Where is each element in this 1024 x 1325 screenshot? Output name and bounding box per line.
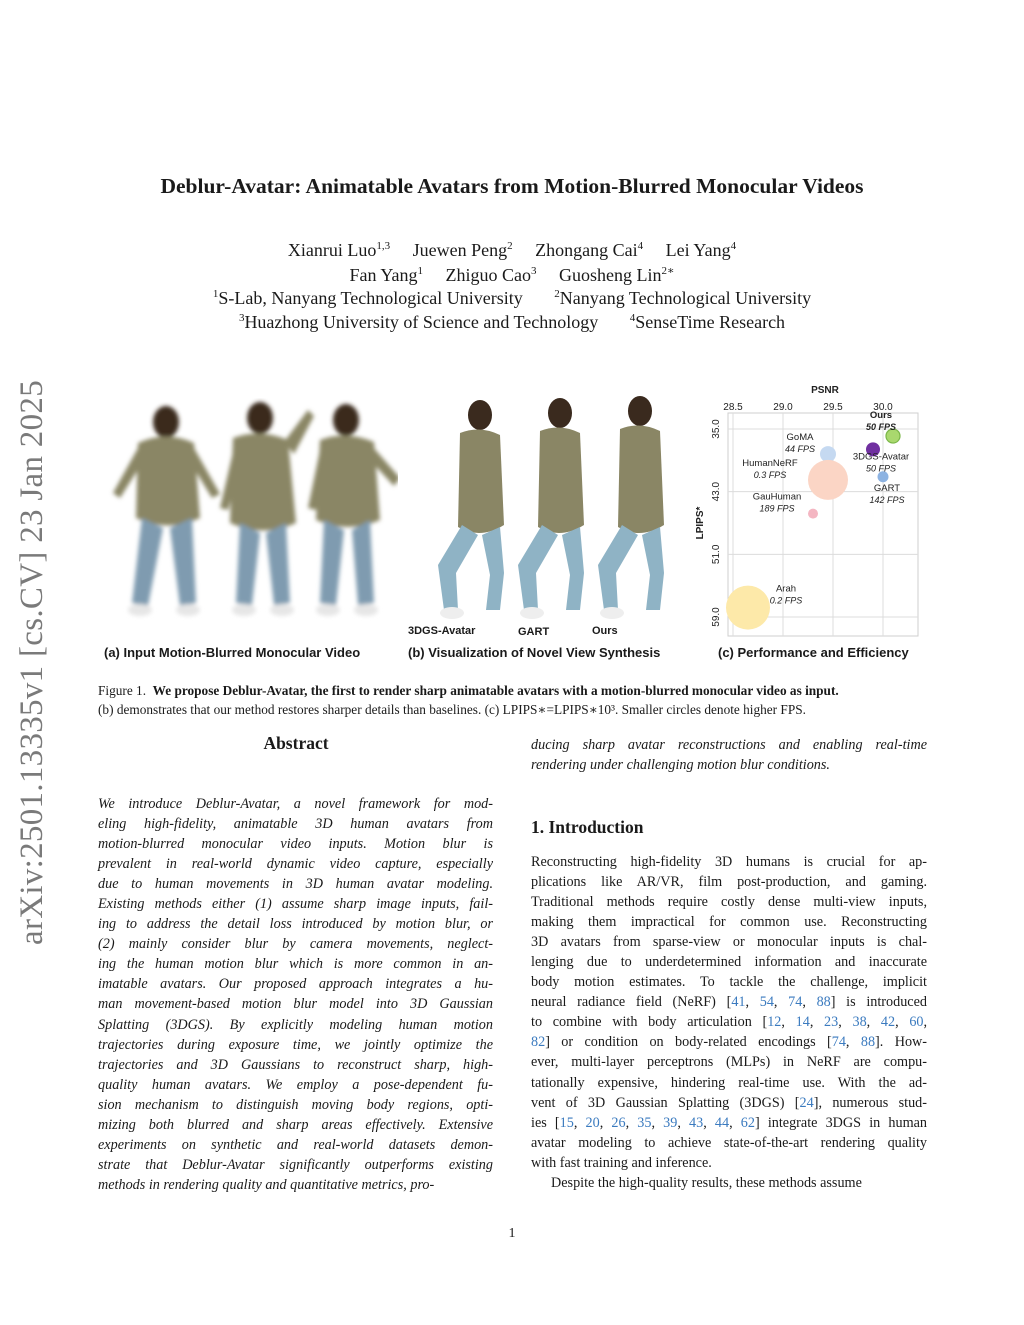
- chart-point-fps: 50 FPS: [865, 422, 897, 433]
- page-number: 1: [508, 1226, 516, 1241]
- text-line: 3D avatars from sparse-view or monocular inputs is chal-: [531, 934, 927, 951]
- text-line: lenging due to underdetermined information and inaccurate: [531, 954, 927, 971]
- text-line: methods in rendering quality and quantitative metrics, pro-: [98, 1176, 435, 1193]
- text-line: eling high-fidelity, animatable 3D human avatars from: [98, 816, 493, 833]
- caption-bold: We propose Deblur-Avatar, the first to render sharp animatable avatars with a motion-blurred monocular video as input.: [152, 683, 839, 698]
- text-line: imatable avatars. Our proposed approach integrates a hu-: [98, 976, 493, 993]
- method-label-ours: Ours: [592, 625, 618, 637]
- panel-a-label: (a) Input Motion-Blurred Monocular Video: [104, 645, 361, 660]
- text-line: making them impractical for common use. Reconstructing: [531, 914, 927, 931]
- panel-b-label: (b) Visualization of Novel View Synthesis: [408, 645, 661, 660]
- text-line: strate that Deblur-Avatar significantly outperforms existing: [98, 1156, 493, 1173]
- chart-point-fps: 189 FPS: [759, 503, 795, 514]
- abstract-continuation: [531, 735, 927, 775]
- text-line: Splatting (3DGS). By explicitly modeling human motion: [98, 1016, 493, 1033]
- text-line: quality human avatars. We employ a pose-dependent fu-: [98, 1076, 493, 1093]
- author: Zhongang Cai$^4$: [535, 240, 644, 260]
- chart-y-tick-label: 35.0: [711, 419, 722, 439]
- text-line: neural radiance field (NeRF) [41, 54, 74, 88] is introduced: [531, 994, 927, 1011]
- text-line: mizing both blurred and sharp areas effectively. Extensive: [98, 1116, 493, 1133]
- affiliations-line-2: [0, 312, 1024, 333]
- chart-point-fps: 0.2 FPS: [769, 595, 803, 606]
- text-line: man movement-based motion blur model into 3D Gaussian: [98, 996, 493, 1013]
- method-label-3dgs-avatar: 3DGS-Avatar: [408, 625, 476, 637]
- introduction-body: [531, 852, 927, 1173]
- text-line: avatar modeling to achieve state-of-the-art rendering quality: [531, 1134, 927, 1151]
- text-line: ever, multi-layer perceptrons (MLPs) in NeRF are compu-: [531, 1054, 927, 1071]
- chart-y-ticks: [711, 419, 722, 627]
- introduction-heading: 1. Introduction: [531, 817, 644, 837]
- text-line: with fast training and inference.: [531, 1154, 712, 1171]
- chart-x-ticks: [723, 402, 893, 413]
- text-line: We introduce Deblur-Avatar, a novel framework for mod-: [98, 796, 493, 812]
- chart-point-name: 3DGS-Avatar: [852, 451, 910, 463]
- chart-point-fps: 142 FPS: [869, 494, 905, 505]
- text-line: Reconstructing high-fidelity 3D humans is crucial for ap-: [531, 854, 927, 870]
- authors-line-1: [0, 240, 1024, 261]
- author: Zhiguo Cao$^3$: [445, 265, 537, 285]
- text-line: vent of 3D Gaussian Splatting (3DGS) [24], numerous stud-: [531, 1094, 927, 1111]
- chart-point-fps: 50 FPS: [865, 463, 897, 474]
- abstract-heading: Abstract: [263, 733, 329, 753]
- author: Lei Yang$^4$: [665, 240, 737, 260]
- chart-point-fps: 0.3 FPS: [753, 469, 787, 480]
- arxiv-stamp: arXiv:2501.13335v1 [cs.CV] 23 Jan 2025: [14, 379, 50, 945]
- chart-point-fps: 44 FPS: [784, 444, 816, 455]
- chart-x-tick-label: 29.5: [823, 402, 843, 413]
- figure-panel-b-image: [408, 395, 693, 625]
- chart-point-name: Ours: [869, 410, 893, 422]
- chart-y-label: LPIPS*: [695, 506, 706, 540]
- author: Xianrui Luo$^{1,3}$: [287, 240, 391, 260]
- chart-x-tick-label: 29.0: [773, 402, 793, 413]
- figure-caption: [98, 681, 930, 719]
- chart-y-tick-label: 59.0: [711, 607, 722, 627]
- chart-point-gauhuman: [808, 509, 818, 519]
- chart-point-humannerf: [808, 460, 848, 500]
- chart-point-name: GauHuman: [752, 491, 802, 503]
- abstract-body: [98, 794, 493, 1195]
- chart-x-label: PSNR: [811, 385, 839, 396]
- performance-chart: [690, 380, 930, 642]
- chart-point-goma: [820, 446, 836, 462]
- affiliation: $^4$SenseTime Research: [629, 312, 786, 332]
- text-line: prevalent in real-world dynamic video capture, especially: [98, 856, 493, 873]
- text-line: (2) mainly consider blur by camera movements, neglect-: [98, 936, 493, 953]
- text-line: plications like AR/VR, film post-production, and gaming.: [531, 874, 927, 891]
- chart-x-tick-label: 30.0: [873, 402, 893, 413]
- affiliation: $^2$Nanyang Technological University: [554, 288, 812, 308]
- chart-point-name: Arah: [775, 583, 797, 595]
- chart-x-tick-label: 28.5: [723, 402, 743, 413]
- text-line: Existing methods either (1) assume sharp image inputs, fail-: [98, 896, 493, 913]
- text-line: tationally expensive, hindering real-time use. With the ad-: [531, 1074, 927, 1091]
- method-label-gart: GART: [518, 626, 550, 638]
- figure-panel-a-image: [108, 398, 398, 643]
- chart-y-tick-label: 51.0: [711, 544, 722, 565]
- text-line: motion-blurred monocular video inputs. Motion blur is: [98, 836, 493, 853]
- text-line: ies [15, 20, 26, 35, 39, 43, 44, 62] integrate 3DGS in human: [531, 1114, 927, 1131]
- chart-point-arah: [726, 586, 770, 630]
- affiliations-line-1: [0, 288, 1024, 309]
- text-line: to combine with body articulation [12, 14, 23, 38, 42, 60,: [531, 1014, 928, 1031]
- chart-y-tick-label: 43.0: [711, 481, 722, 502]
- text-line: rendering under challenging motion blur conditions.: [531, 757, 830, 774]
- authors-line-2: [0, 264, 1024, 286]
- author: Juewen Peng$^2$: [412, 240, 513, 260]
- chart-point-name: GART: [873, 482, 901, 494]
- affiliation: $^3$Huazhong University of Science and Technology: [238, 312, 599, 332]
- text-line: due to human movements in 3D human avatar modeling.: [98, 876, 493, 893]
- paper-title: Deblur-Avatar: Animatable Avatars from Motion-Blurred Monocular Videos: [160, 174, 864, 198]
- text-line: Traditional methods require costly dense multi-view inputs,: [531, 894, 927, 911]
- text-line: experiments on synthetic and real-world datasets demon-: [98, 1136, 493, 1153]
- text-line: trajectories during exposure time, we jointly optimize the: [98, 1036, 493, 1053]
- chart-point-name: HumanNeRF: [742, 457, 798, 469]
- author: Guosheng Lin$^{2∗}$: [559, 265, 675, 285]
- text-line: sion mechanism to distinguish moving body regions, opti-: [98, 1096, 493, 1113]
- panel-c-label: (c) Performance and Efficiency: [718, 645, 909, 660]
- text-line: ing to address the detail loss introduced by motion blur, or: [98, 916, 493, 933]
- affiliation: $^1$S-Lab, Nanyang Technological University: [212, 288, 523, 308]
- text-line: trajectories and 3D Gaussians to reconstruct sharp, high-: [98, 1056, 493, 1073]
- caption-line-2: (b) demonstrates that our method restores sharper details than baselines. (c) LPIPS∗=LPIPS∗10³. Smaller circles denote higher FPS.: [98, 702, 806, 717]
- caption-prefix: Figure 1.: [98, 683, 147, 698]
- introduction-paragraph-2: Despite the high-quality results, these methods assume: [551, 1175, 862, 1191]
- text-line: 82] or condition on body-related encodings [74, 88]. How-: [531, 1034, 928, 1051]
- text-line: ducing sharp avatar reconstructions and enabling real-time: [531, 737, 927, 753]
- text-line: body motion estimates. To tackle the challenge, implicit: [531, 974, 927, 991]
- text-line: ing the human motion blur which is more common in an-: [98, 956, 493, 973]
- chart-point-name: GoMA: [786, 432, 814, 444]
- author: Fan Yang$^1$: [349, 265, 424, 285]
